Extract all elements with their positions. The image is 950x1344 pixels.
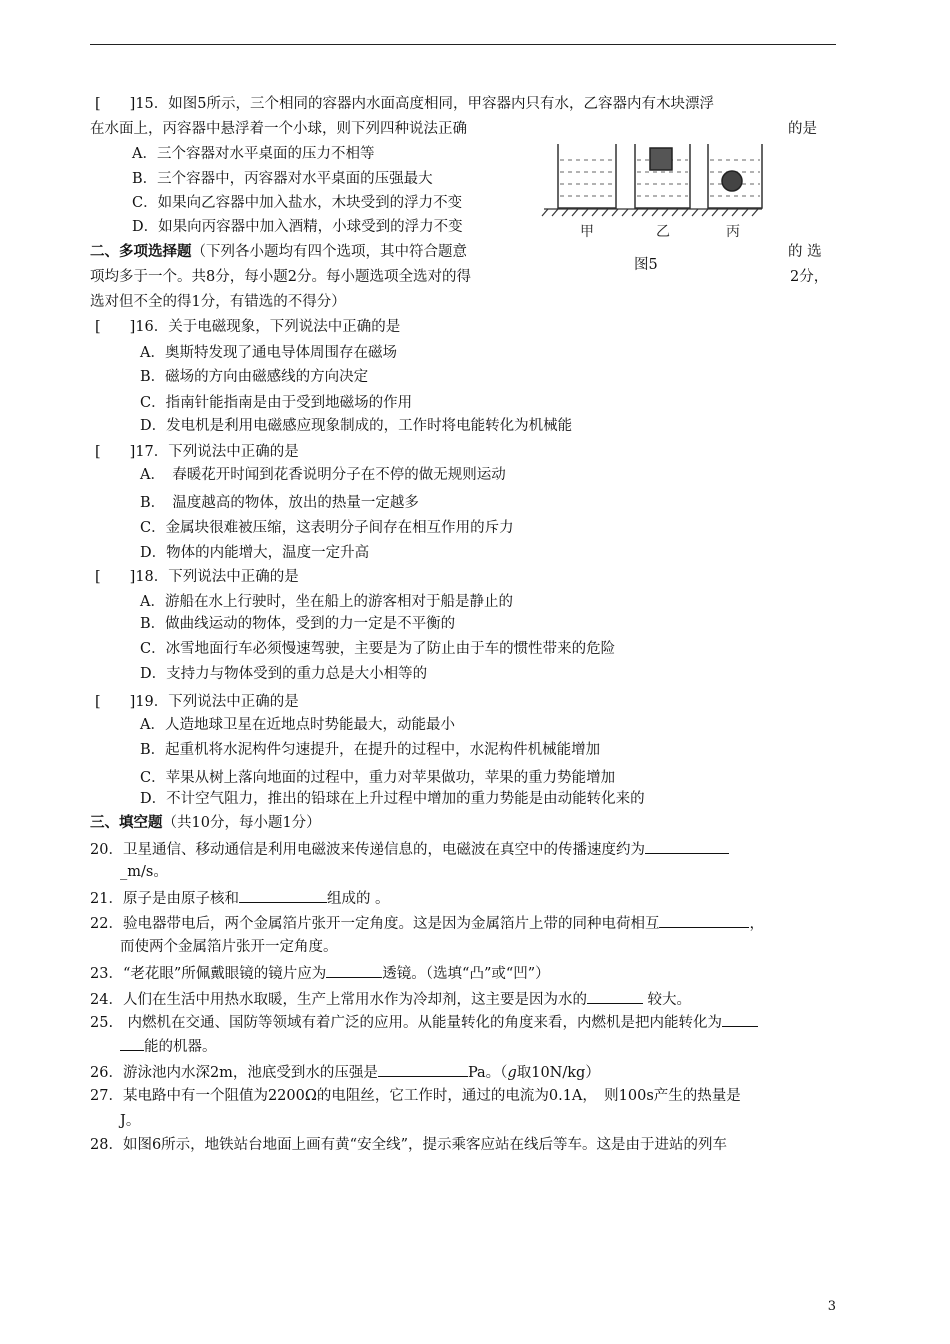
q28-line1: 28．如图6所示，地铁站台地面上画有黄“安全线”，提示乘客应站在线后等车。这是由于进站的列车 — [90, 1137, 727, 1153]
q26-text-end: 取10N/kg） — [516, 1065, 600, 1081]
page-number: 3 — [827, 1299, 836, 1314]
q17-option-b: B． 温度越高的物体，放出的热量一定越多 — [140, 495, 419, 511]
q20-line2: _m/s。 — [120, 864, 168, 880]
container-jia — [558, 144, 616, 208]
q24 — [90, 989, 691, 1009]
q25-line1 — [90, 1012, 758, 1032]
q18-option-b: B．做曲线运动的物体，受到的力一定是不平衡的 — [140, 616, 456, 632]
q25-answer-blank-2[interactable] — [120, 1036, 144, 1051]
section3-note: （共10分，每小题1分） — [162, 815, 321, 831]
q22-text-end: ， — [749, 916, 764, 932]
section2-instructions-line3: 选对但不全的得1分，有错选的不得分） — [90, 294, 346, 310]
q27-line2 — [120, 1110, 140, 1130]
container-yi — [635, 144, 690, 208]
q22-text: 22．验电器带电后，两个金属箔片张开一定角度。这是因为金属箔片上带的同种电荷相互 — [90, 916, 660, 932]
label-yi: 乙 — [656, 224, 670, 240]
q19-option-d: D．不计空气阻力，推出的铅球在上升过程中增加的重力势能是由动能转化来的 — [140, 791, 645, 807]
q26-text: 26．游泳池内水深2m，池底受到水的压强是 — [90, 1065, 378, 1081]
section2-line1-end: 的 选 — [788, 244, 822, 260]
q22-line1 — [90, 913, 764, 933]
q23-text-end: 透镜。（选填“凸”或“凹”） — [382, 966, 550, 982]
q18-stem: [ ]18．下列说法中正确的是 — [95, 569, 299, 585]
q18-option-a: A．游船在水上行驶时，坐在船上的游客相对于船是静止的 — [140, 594, 513, 610]
q19-option-a: A．人造地球卫星在近地点时势能最大，动能最小 — [140, 717, 455, 733]
table-surface — [542, 209, 762, 216]
q15-option-d: D．如果向丙容器中加入酒精，小球受到的浮力不变 — [132, 219, 463, 235]
q19-option-c: C．苹果从树上落向地面的过程中，重力对苹果做功，苹果的重力势能增加 — [140, 770, 616, 786]
q23-answer-blank[interactable] — [326, 963, 382, 978]
q26-answer-blank[interactable] — [378, 1062, 468, 1077]
q25-line2 — [120, 1036, 217, 1056]
q23 — [90, 963, 550, 983]
q25-answer-blank-1[interactable] — [722, 1012, 758, 1027]
q21 — [90, 888, 390, 908]
q24-text: 24．人们在生活中用热水取暖，生产上常用水作为冷却剂，这主要是因为水的 — [90, 992, 587, 1008]
q24-answer-blank[interactable] — [587, 989, 643, 1004]
q21-text-end: 组成的 。 — [326, 891, 390, 907]
section2-title: 二、多项选择题 — [90, 243, 192, 260]
q15-stem-line1: [ ]15．如图5所示，三个相同的容器内水面高度相同，甲容器内只有水，乙容器内有木块漂浮 — [95, 96, 714, 112]
q15-option-b: B．三个容器中，丙容器对水平桌面的压强最大 — [132, 171, 433, 187]
section2-line2-end: 2分， — [790, 269, 829, 285]
q16-option-b: B．磁场的方向由磁感线的方向决定 — [140, 369, 369, 385]
section3-header — [90, 814, 321, 832]
q16-stem: [ ]16．关于电磁现象，下列说法中正确的是 — [95, 319, 401, 335]
header-rule — [90, 44, 836, 45]
q15-stem-line2-end: 的是 — [788, 121, 817, 137]
figure-5-containers — [540, 136, 765, 246]
q16-option-c: C．指南针能指南是由于受到地磁场的作用 — [140, 395, 413, 411]
q21-answer-blank[interactable] — [239, 888, 327, 903]
q25-text-end: 能的机器。 — [144, 1039, 217, 1055]
section2-instructions-line1: （下列各小题均有四个选项，其中符合题意 — [191, 244, 467, 260]
q15-stem-line2: 在水面上，丙容器中悬浮着一个小球，则下列四种说法正确 — [90, 121, 467, 137]
q23-text: 23．“老花眼”所佩戴眼镜的镜片应为 — [90, 966, 327, 982]
label-jia: 甲 — [580, 224, 594, 240]
q26 — [90, 1062, 600, 1082]
q17-option-d: D．物体的内能增大，温度一定升高 — [140, 545, 370, 561]
suspended-ball — [722, 171, 742, 191]
figure-5-caption: 图5 — [634, 257, 658, 273]
q20-line1 — [90, 839, 729, 859]
q27-line1: 27．某电路中有一个阻值为2200Ω的电阻丝，它工作时，通过的电流为0.1A， 则100s产生的热量是 — [90, 1088, 741, 1104]
q20-answer-blank[interactable] — [645, 839, 729, 854]
section2-instructions-line2: 项均多于一个。共8分，每小题2分。每小题选项全选对的得 — [90, 269, 471, 285]
q26-g-symbol: g — [507, 1065, 517, 1081]
q16-option-d: D．发电机是利用电磁感应现象制成的，工作时将电能转化为机械能 — [140, 418, 573, 434]
q22-line2: 而使两个金属箔片张开一定角度。 — [120, 939, 338, 955]
container-bing — [708, 144, 762, 208]
q17-option-c: C．金属块很难被压缩，这表明分子间存在相互作用的斥力 — [140, 520, 514, 536]
section3-title: 三、填空题 — [90, 814, 163, 831]
q27-text-end: J。 — [120, 1113, 141, 1129]
section2-header — [90, 243, 467, 261]
q15-option-a: A．三个容器对水平桌面的压力不相等 — [132, 146, 375, 162]
wood-block — [650, 148, 672, 170]
q17-stem: [ ]17．下列说法中正确的是 — [95, 444, 299, 460]
q15-option-c: C．如果向乙容器中加入盐水，木块受到的浮力不变 — [132, 195, 463, 211]
q21-text: 21．原子是由原子核和 — [90, 891, 239, 907]
q19-option-b: B．起重机将水泥构件匀速提升，在提升的过程中，水泥构件机械能增加 — [140, 742, 601, 758]
q20-text: 20．卫星通信、移动通信是利用电磁波来传递信息的，电磁波在真空中的传播速度约为 — [90, 842, 645, 858]
label-bing: 丙 — [726, 224, 740, 240]
q25-text: 25. 内燃机在交通、国防等领域有着广泛的应用。从能量转化的角度来看，内燃机是把内能转化为 — [90, 1015, 723, 1031]
q18-option-d: D．支持力与物体受到的重力总是大小相等的 — [140, 666, 428, 682]
q17-option-a: A． 春暖花开时闻到花香说明分子在不停的做无规则运动 — [140, 467, 506, 483]
q26-text-mid: Pa。（ — [467, 1065, 508, 1081]
q22-answer-blank[interactable] — [659, 913, 749, 928]
q18-option-c: C．冰雪地面行车必须慢速驾驶，主要是为了防止由于车的惯性带来的危险 — [140, 641, 616, 657]
q16-option-a: A．奥斯特发现了通电导体周围存在磁场 — [140, 345, 397, 361]
q24-text-end: 较大。 — [642, 992, 692, 1008]
q19-stem: [ ]19．下列说法中正确的是 — [95, 694, 299, 710]
